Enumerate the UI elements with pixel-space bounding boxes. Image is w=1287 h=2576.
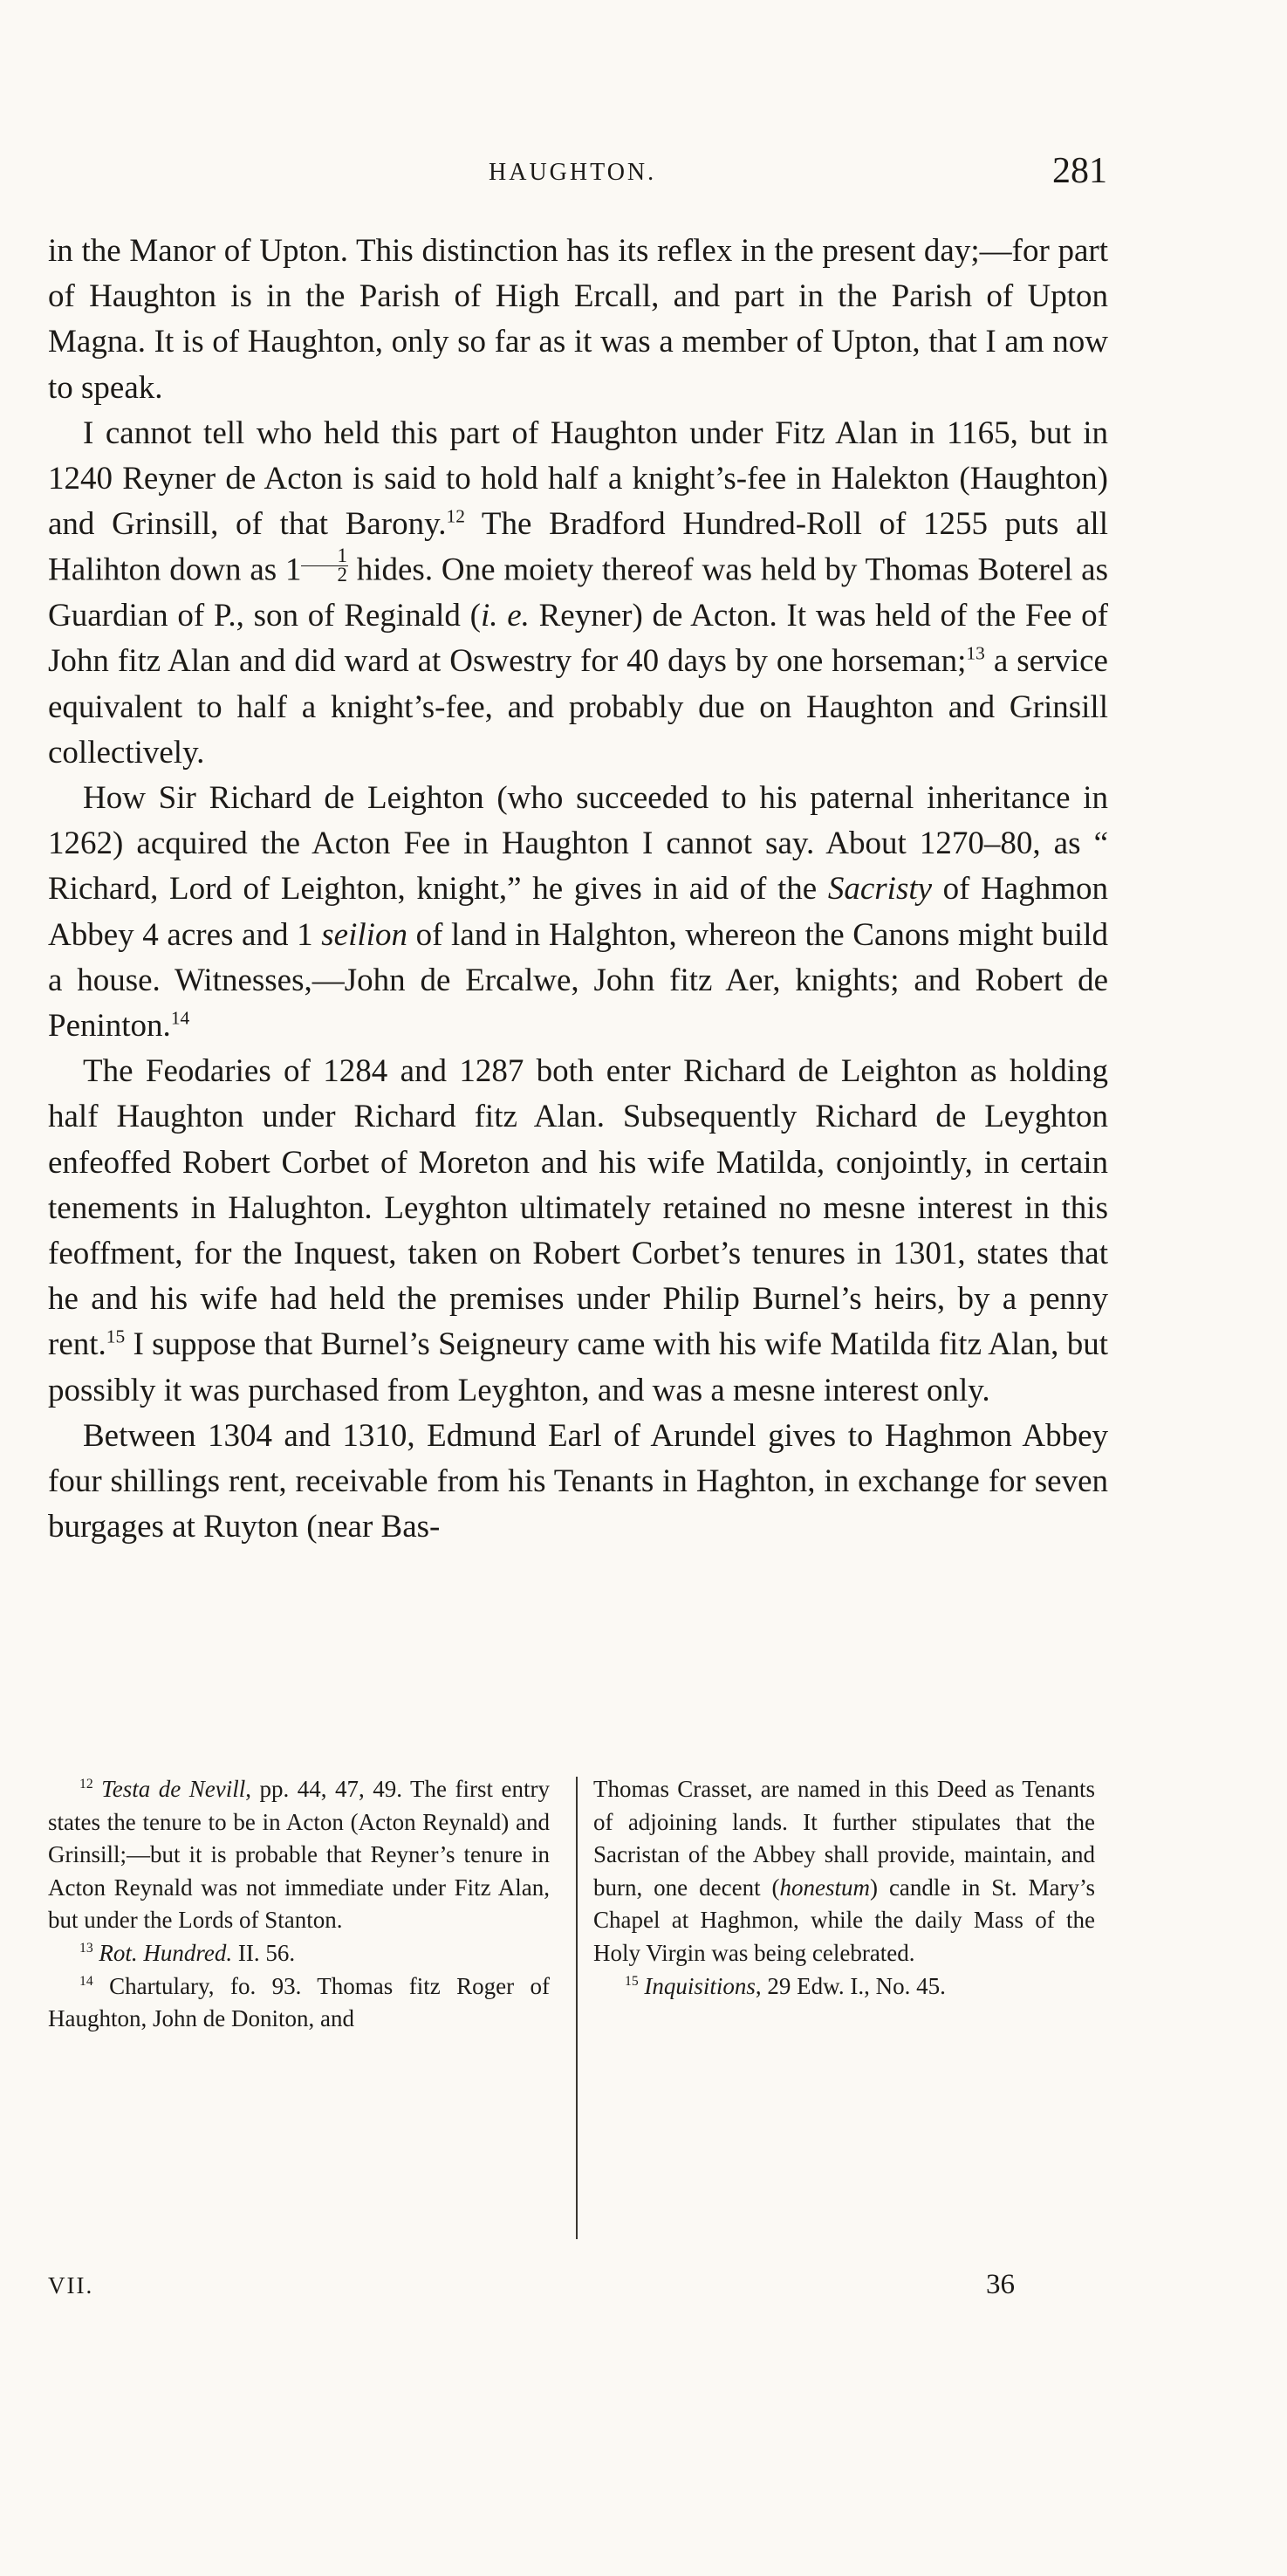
volume-signature: VII. [48,2272,94,2299]
footnote-14-text: Chartulary, fo. 93. Thomas fitz Roger of Haughton, John de Doniton, and [48,1972,550,2032]
paragraph-2-text-c: hides. One moiety thereof was held by Thomas Boterel as Guardian of P., son of Reginald ( [48,552,1109,634]
paragraph-3 [48,776,1108,1049]
paragraph-3-text-b: of Haghmon Abbey 4 acres and 1 [48,871,1108,953]
footnote-column-right [593,1773,1095,2003]
page-number: 281 [1052,151,1107,191]
footnote-12-number: 12 [79,1777,93,1792]
footnote-14-cont-text-b: ) candle in St. Mary’s Chapel at Haghmon, while the daily Mass of the Holy Virgin was being celebrated. [593,1874,1095,1966]
paragraph-5-text: Between 1304 and 1310, Edmund Earl of Arundel gives to Haghmon Abbey four shillings rent, receivable from his Tenants in Haghton, in exchange for seven burgages at Ruyton (near Bas- [48,1417,1108,1545]
footnote-14 [48,1970,550,2036]
paragraph-2-text-b: The Bradford Hundred-Roll of 1255 puts all Halihton down as 1 [48,506,1108,588]
footnote-column-left [48,1773,550,2036]
sacristy-italic: Sacristy [827,871,933,908]
running-head [0,150,1287,194]
sheet-number: 36 [986,2269,1015,2300]
paragraph-2-text-d: Reyner) de Acton. It was held of the Fee of John fitz Alan and did ward at Oswestry for 40 days by one horseman; [48,598,1108,680]
footnote-ref-13: 13 [966,643,985,664]
footnote-12-title: Testa de Nevill [101,1776,246,1802]
honestum-italic: honestum [779,1874,871,1901]
paragraph-3-text-a: How Sir Richard de Leighton (who succeeded to his paternal inheritance in 1262) acquired the Acton Fee in Haughton I cannot say. About 1270–80, as “ Richard, Lord of Leighton, knight,” he gives in aid of the [48,779,1108,908]
footnote-13-title: Rot. Hundred. [99,1939,233,1966]
paragraph-3-text-c: of land in Halghton, whereon the Canons might build a house. Witnesses,—John de Ercalwe, John fitz Aer, knights; and Robert de Peninton. [48,916,1108,1044]
footnote-13-text: II. 56. [232,1939,296,1966]
paragraph-2 [48,411,1108,776]
footnote-15-title: Inquisitions [644,1972,756,1999]
footnote-ref-12: 12 [446,505,465,527]
footnote-ref-14: 14 [170,1007,190,1029]
footnote-14-number: 14 [79,1973,93,1989]
footnote-13-number: 13 [79,1940,93,1956]
footnote-column-divider [576,1777,578,2239]
main-text [48,229,1108,1550]
fraction-half [301,547,347,584]
footnotes [48,1773,1108,2576]
footnote-14-cont-text-a: Thomas Crasset, are named in this Deed as Tenants of adjoining lands. It further stipulates that the Sacristan of the Abbey shall provide, maintain, and burn, one decent ( [593,1776,1095,1901]
paragraph-2-text-a: I cannot tell who held this part of Haughton under Fitz Alan in 1165, but in 1240 Reyner de Acton is said to hold half a knight’s-fee in Halekton (Haughton) and Grinsill, of that Barony. [48,414,1108,543]
footnote-12-text: , pp. 44, 47, 49. The first entry states the tenure to be in Acton (Acton Reynald) and Grinsill;—but it is probable that Reyner’s tenure in Acton Reynald was not immediate under Fitz Alan, but under the Lords of Stanton. [48,1776,550,1934]
footnote-13 [48,1937,550,1970]
footnote-14-continued [593,1773,1095,1970]
paragraph-5 [48,1414,1108,1551]
paragraph-1 [48,229,1108,411]
footnote-12 [48,1773,550,1937]
paragraph-2-text-e: a service equivalent to half a knight’s-fee, and probably due on Haughton and Grinsill collectively. [48,643,1108,771]
running-title: HAUGHTON. [489,159,657,186]
paragraph-4 [48,1049,1108,1414]
fraction-denominator: 2 [337,564,347,586]
footnote-15-text: , 29 Edw. I., No. 45. [755,1972,946,1999]
footnote-15-number: 15 [625,1973,639,1989]
paragraph-1-text: in the Manor of Upton. This distinction has its reflex in the present day;—for part of Haughton is in the Parish of High Ercall, and part in the Parish of Upton Magna. It is of Haughton, only so far as it was a member of Upton, that I am now to speak. [48,233,1108,406]
ie-abbrev: i. e. [480,598,530,634]
footnote-15 [593,1970,1095,2004]
footnote-ref-15: 15 [106,1326,126,1348]
paragraph-4-text-b: I suppose that Burnel’s Seigneury came with his wife Matilda fitz Alan, but possibly it was purchased from Leyghton, and was a mesne interest only. [48,1326,1108,1408]
seilion-italic: seilion [321,916,407,953]
paragraph-4-text-a: The Feodaries of 1284 and 1287 both enter Richard de Leighton as holding half Haughton under Richard fitz Alan. Subsequently Richard de Leyghton enfeoffed Robert Corbet of Moreton and his wife Matilda, conjointly, in certain tenements in Halughton. Leyghton ultimately retained no mesne interest in this feoffment, for the Inquest, taken on Robert Corbet’s tenures in 1301, states that he and his wife had held the premises under Philip Burnel’s heirs, by a penny rent. [48,1053,1108,1363]
fraction-numerator: 1 [301,547,347,566]
